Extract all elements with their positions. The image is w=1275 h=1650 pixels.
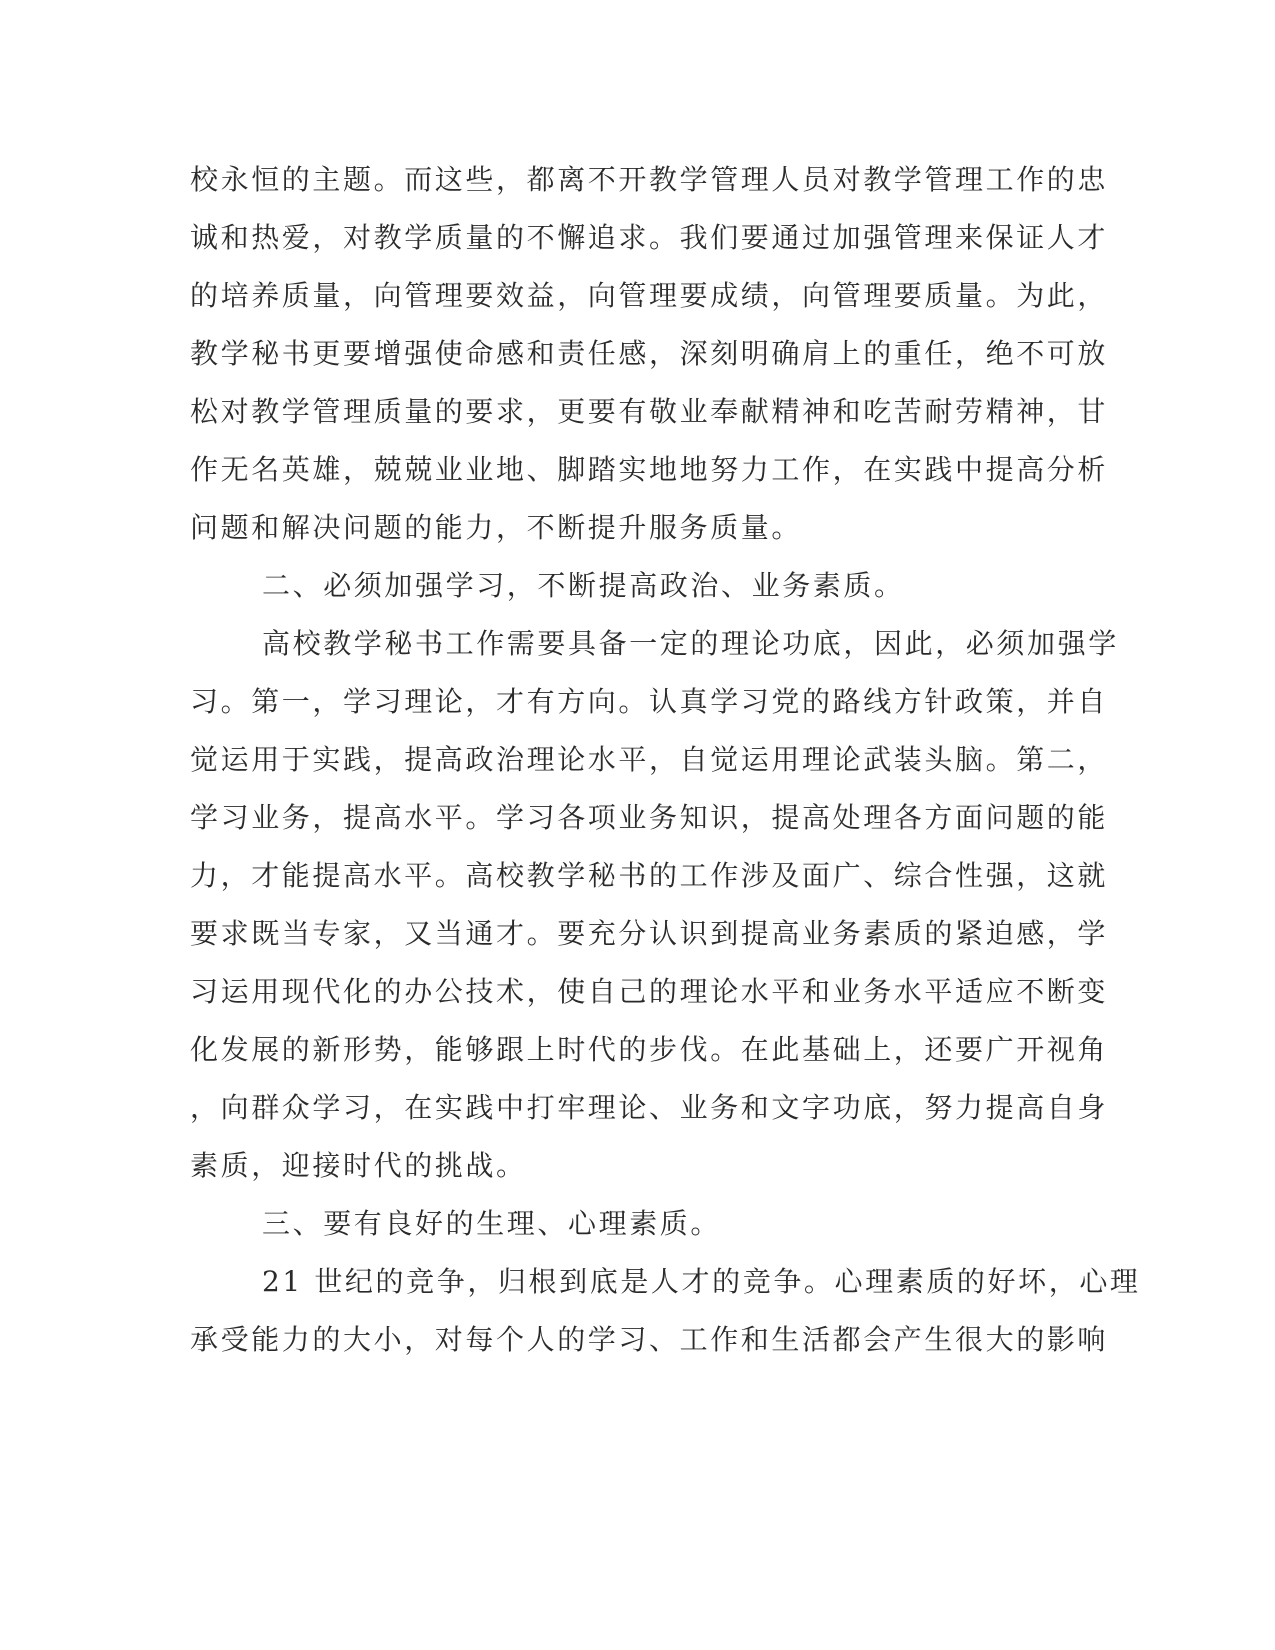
paragraph-line: 作无名英雄，兢兢业业地、脚踏实地地努力工作，在实践中提高分析 (190, 453, 1109, 486)
section-heading: 二、必须加强学习，不断提高政治、业务素质。 (262, 569, 905, 602)
section-heading: 三、要有良好的生理、心理素质。 (262, 1207, 722, 1240)
paragraph-line: 力，才能提高水平。高校教学秘书的工作涉及面广、综合性强，这就 (190, 859, 1109, 892)
paragraph-line: 觉运用于实践，提高政治理论水平，自觉运用理论武装头脑。第二， (190, 743, 1109, 776)
paragraph-line: 习运用现代化的办公技术，使自己的理论水平和业务水平适应不断变 (190, 975, 1109, 1008)
paragraph-line: 21 世纪的竞争，归根到底是人才的竞争。心理素质的好坏，心理 (262, 1265, 1141, 1298)
paragraph-line: 化发展的新形势，能够跟上时代的步伐。在此基础上，还要广开视角 (190, 1033, 1109, 1066)
paragraph-line: ，向群众学习，在实践中打牢理论、业务和文字功底，努力提高自身 (190, 1091, 1109, 1124)
paragraph-line: 的培养质量，向管理要效益，向管理要成绩，向管理要质量。为此， (190, 279, 1109, 312)
paragraph-line: 问题和解决问题的能力，不断提升服务质量。 (190, 511, 803, 544)
paragraph-line: 素质，迎接时代的挑战。 (190, 1149, 527, 1182)
paragraph-line: 校永恒的主题。而这些，都离不开教学管理人员对教学管理工作的忠 (190, 163, 1109, 196)
paragraph-line: 诚和热爱，对教学质量的不懈追求。我们要通过加强管理来保证人才 (190, 221, 1109, 254)
paragraph-line: 承受能力的大小，对每个人的学习、工作和生活都会产生很大的影响 (190, 1323, 1109, 1356)
paragraph-line: 习。第一，学习理论，才有方向。认真学习党的路线方针政策，并自 (190, 685, 1109, 718)
paragraph-line: 教学秘书更要增强使命感和责任感，深刻明确肩上的重任，绝不可放 (190, 337, 1109, 370)
paragraph-line: 松对教学管理质量的要求，更要有敬业奉献精神和吃苦耐劳精神，甘 (190, 395, 1109, 428)
paragraph-line: 学习业务，提高水平。学习各项业务知识，提高处理各方面问题的能 (190, 801, 1109, 834)
paragraph-line: 高校教学秘书工作需要具备一定的理论功底，因此，必须加强学 (262, 627, 1119, 660)
paragraph-line: 要求既当专家，又当通才。要充分认识到提高业务素质的紧迫感，学 (190, 917, 1109, 950)
